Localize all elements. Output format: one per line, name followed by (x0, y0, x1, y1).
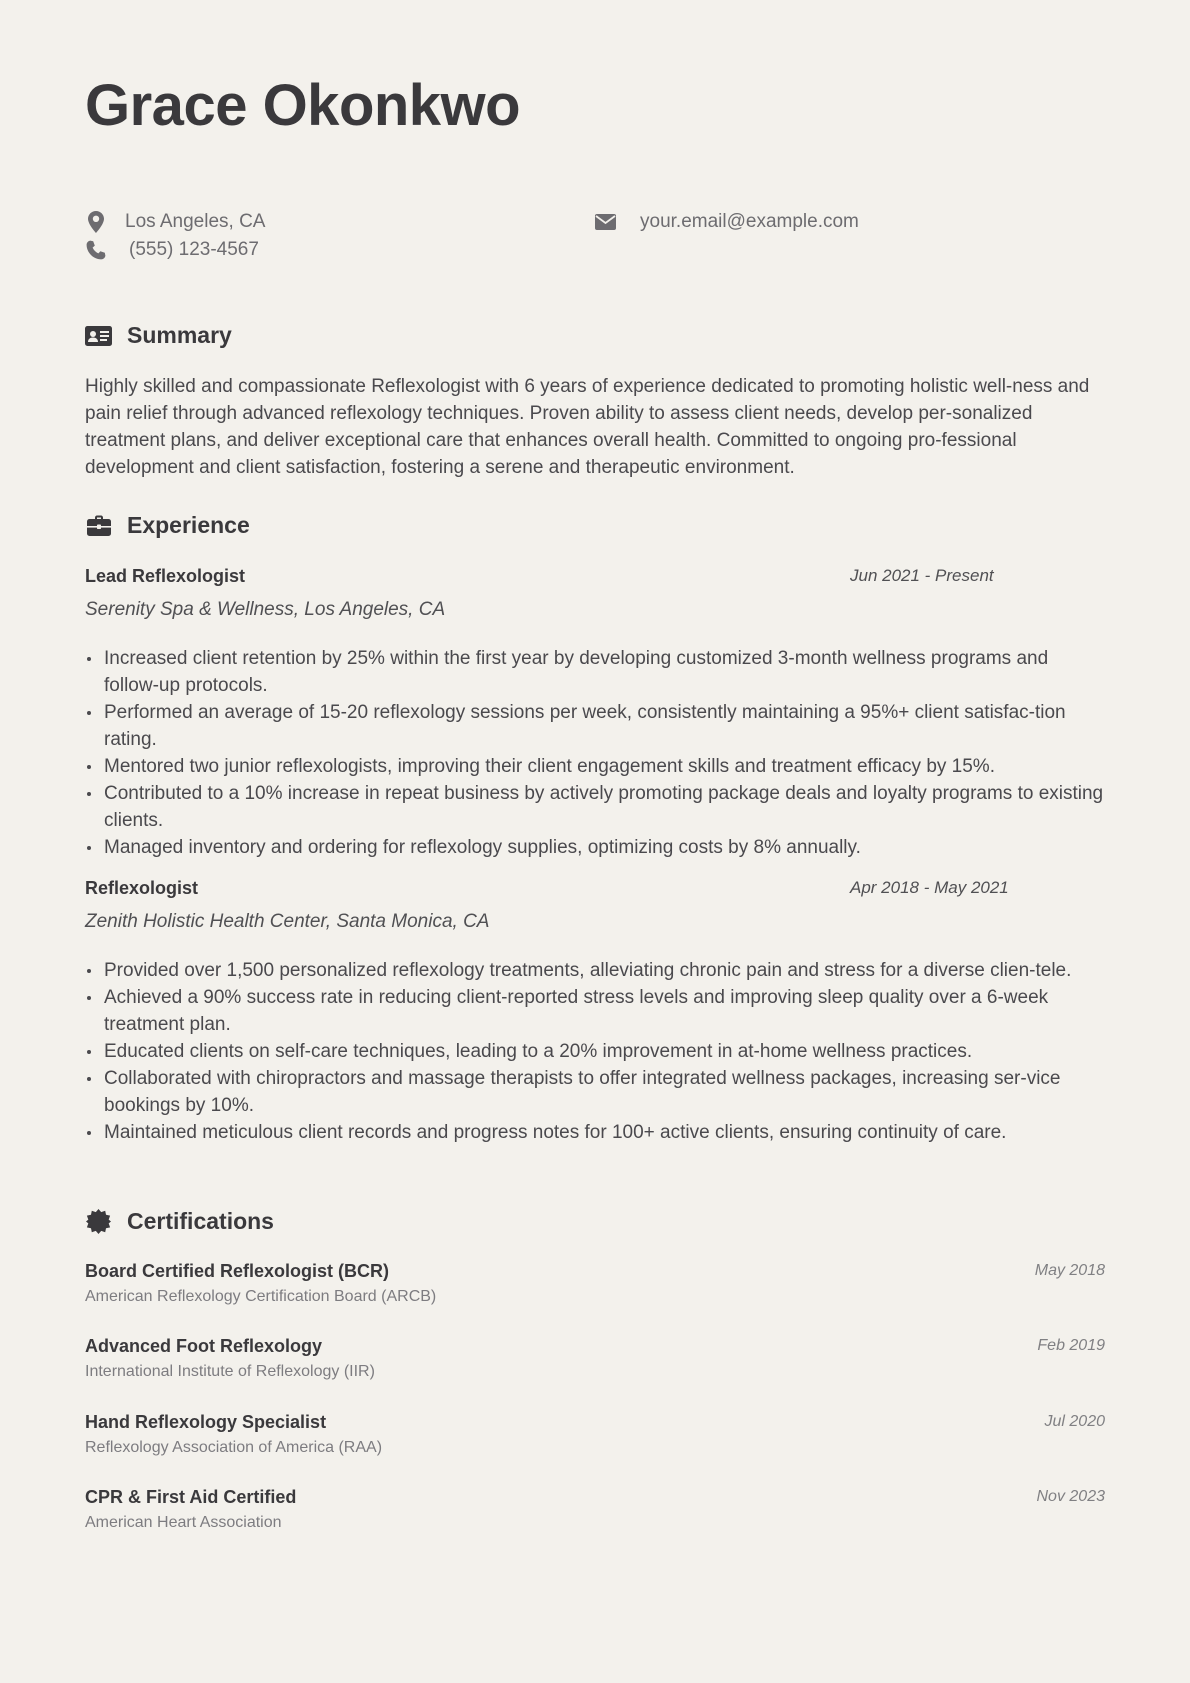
list-item: Provided over 1,500 personalized reflexology treatments, alleviating chronic pain and stress for a diverse clien-tele. (85, 957, 1105, 984)
certification-date: Jul 2020 (1044, 1413, 1105, 1430)
job-bullets (85, 645, 1105, 861)
envelope-icon (594, 211, 616, 233)
certification-name: Hand Reflexology Specialist (85, 1412, 327, 1432)
summary-heading (85, 322, 232, 349)
summary-heading-text: Summary (127, 322, 232, 348)
candidate-name: Grace Okonkwo (85, 73, 521, 138)
job-date: Apr 2018 - May 2021 (850, 878, 1009, 897)
list-item: Achieved a 90% success rate in reducing client-reported stress levels and improving sleep quality over a 6-week treatment plan. (85, 984, 1105, 1038)
phone-icon (85, 239, 107, 261)
resume-page (85, 0, 1105, 1683)
list-item: Performed an average of 15-20 reflexology sessions per week, consistently maintaining a 95%+ client satisfac-tion rating. (85, 699, 1105, 753)
briefcase-icon (85, 514, 112, 538)
certifications-heading (85, 1208, 274, 1235)
contact-email (594, 211, 859, 233)
certification-item (85, 1412, 1105, 1466)
list-item: Maintained meticulous client records and progress notes for 100+ active clients, ensuring continuity of care. (85, 1119, 1105, 1146)
certificate-icon (85, 1210, 112, 1234)
certification-issuer: American Heart Association (85, 1514, 282, 1531)
certifications-heading-text: Certifications (127, 1208, 274, 1234)
certification-item (85, 1336, 1105, 1390)
contact-phone (85, 239, 259, 261)
certification-item (85, 1261, 1105, 1315)
list-item: Collaborated with chiropractors and massage therapists to offer integrated wellness packages, increasing ser-vice bookings by 10%. (85, 1065, 1105, 1119)
list-item: Mentored two junior reflexologists, improving their client engagement skills and treatment efficacy by 15%. (85, 753, 1105, 780)
list-item: Educated clients on self-care techniques, leading to a 20% improvement in at-home wellness practices. (85, 1038, 1105, 1065)
certification-name: CPR & First Aid Certified (85, 1487, 297, 1507)
certification-item (85, 1487, 1105, 1541)
certification-issuer: International Institute of Reflexology (IIR) (85, 1363, 375, 1380)
certification-date: Nov 2023 (1036, 1488, 1105, 1505)
list-item: Contributed to a 10% increase in repeat business by actively promoting package deals and loyalty programs to existing clients. (85, 780, 1105, 834)
location-text: Los Angeles, CA (125, 211, 266, 232)
certification-issuer: Reflexology Association of America (RAA) (85, 1439, 383, 1456)
job-title: Lead Reflexologist (85, 566, 246, 586)
experience-heading (85, 512, 250, 539)
list-item: Managed inventory and ordering for reflexology supplies, optimizing costs by 8% annually. (85, 834, 1105, 861)
job-title: Reflexologist (85, 878, 199, 898)
job-company: Serenity Spa & Wellness, Los Angeles, CA (85, 599, 446, 620)
certification-date: May 2018 (1034, 1262, 1105, 1279)
job-bullets (85, 957, 1105, 1146)
list-item: Increased client retention by 25% within the first year by developing customized 3-month wellness programs and follow-up protocols. (85, 645, 1105, 699)
id-card-icon (85, 324, 112, 348)
certification-date: Feb 2019 (1037, 1337, 1105, 1354)
certification-issuer: American Reflexology Certification Board (ARCB) (85, 1288, 437, 1305)
map-marker-icon (85, 211, 107, 233)
summary-text: Highly skilled and compassionate Reflexologist with 6 years of experience dedicated to promoting holistic well-ness and pain relief through advanced reflexology techniques. Proven ability to assess client needs, develop per-sonalized treatment plans, and deliver exceptional care that enhances overall health. Committed to ongoing pro-fessional development and client satisfaction, fostering a serene and therapeutic environment. (85, 376, 1090, 478)
experience-heading-text: Experience (127, 512, 250, 538)
email-text[interactable]: your.email@example.com (640, 211, 859, 232)
certification-name: Advanced Foot Reflexology (85, 1336, 323, 1356)
contact-location (85, 211, 265, 233)
certification-name: Board Certified Reflexologist (BCR) (85, 1261, 390, 1281)
phone-text[interactable]: (555) 123-4567 (129, 239, 259, 260)
job-company: Zenith Holistic Health Center, Santa Monica, CA (85, 911, 490, 932)
job-date: Jun 2021 - Present (850, 566, 994, 585)
